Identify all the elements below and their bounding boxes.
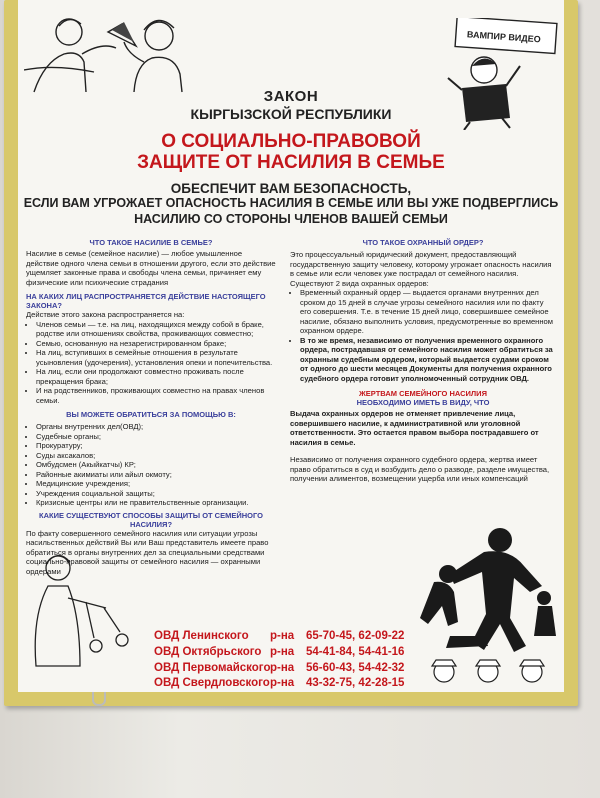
list-item: • Омбудсмен (Акыйкатчы) КР; — [36, 460, 276, 470]
contact-district: р-на — [270, 662, 295, 674]
paragraph-definition: Насилие в семье (семейное насилие) — любое умышленное действие одного члена семьи в отношении другого, если это действие ущемляет законные права и свободы члена семьи, причиняет ему физические или психические страдания — [26, 249, 276, 287]
cartoon-two-men-illustration — [24, 2, 194, 94]
paragraph-victims-rights: Выдача охранных ордеров не отменяет привлечение лица, совершившего насилие, к административной или уголовной ответственности. Это остается правом выбора пострадавшего от насилия в семье. — [290, 409, 539, 447]
contact-row — [154, 630, 404, 642]
contact-name: ОВД Первомайского — [154, 662, 271, 674]
paragraph-protective-order: Это процессуальный юридический документ, предоставляющий государственную защиту человеку, которому угрожает опасность насилия в семье или если человек уже пострадал от семейного насилия. — [290, 250, 552, 278]
order-types-list — [290, 288, 556, 383]
contact-phones: 54-41-84, 54-41-16 — [306, 646, 405, 658]
list-item: • Учреждения социальной защиты; — [36, 489, 276, 499]
list-item: • Органы внутренних дел(ОВД); — [36, 422, 276, 432]
covered-persons-list — [26, 320, 276, 406]
subtitle-line1: ОБЕСПЕЧИТ ВАМ БЕЗОПАСНОСТЬ, — [170, 181, 412, 196]
cartoon-sign-text: ВАМПИР ВИДЕО — [466, 29, 542, 45]
violence-silhouette-illustration — [414, 526, 564, 690]
paragraph-court-rights: Независимо от получения охранного судебного ордера, жертва имеет право обратиться в суд и возбудить дело о разводе, разделе имущества, получении алиментов, возмещении ущерба или иных компенсаций — [290, 455, 550, 483]
paragraph-order-types: Существуют 2 вида охранных ордеров: — [290, 278, 429, 288]
law-heading: ЗАКОН — [263, 88, 319, 105]
list-item: • В то же время, независимо от получения временного охранного ордера, пострадавшая от семейного насилия может обратиться за охранным судебным ордером, который выдается судами сроком от одного до шести месяцев Документы для получения охранного судебного ордера готовит уполномоченный сотрудник ОВД. — [300, 336, 556, 384]
contact-name: ОВД Ленинского — [154, 630, 249, 642]
list-item: • Семью, основанную на незарегистрированном браке; — [36, 339, 276, 349]
contact-row — [154, 646, 404, 658]
poster — [18, 0, 564, 692]
contact-phones: 43-32-75, 42-28-15 — [306, 677, 405, 689]
list-item: • Прокуратуру; — [36, 441, 276, 451]
section-heading-who-is-covered: НА КАКИХ ЛИЦ РАСПРОСТРАНЯЕТСЯ ДЕЙСТВИЕ НАСТОЯЩЕГО ЗАКОНА? — [26, 292, 266, 310]
section-heading-protective-order: ЧТО ТАКОЕ ОХРАННЫЙ ОРДЕР? — [362, 238, 484, 247]
contact-name: ОВД Свердловского — [154, 677, 270, 689]
section-heading-what-is-violence: ЧТО ТАКОЕ НАСИЛИЕ В СЕМЬЕ? — [89, 238, 213, 247]
contact-phones: 65-70-45, 62-09-22 — [306, 630, 405, 642]
list-item: • Медицинские учреждения; — [36, 479, 276, 489]
section-heading-victims-line1: ЖЕРТВАМ СЕМЕЙНОГО НАСИЛИЯ — [359, 389, 487, 398]
subtitle-line3: НАСИЛИЮ СО СТОРОНЫ ЧЛЕНОВ ВАШЕЙ СЕМЬИ — [134, 212, 448, 226]
republic-heading: КЫРГЫЗСКОЙ РЕСПУБЛИКИ — [190, 106, 392, 122]
list-item: • На лиц, вступивших в семейные отношения в результате усыновления (удочерения), установления опеки и попечительства. — [36, 348, 276, 367]
contact-name: ОВД Октябрьского — [154, 646, 262, 658]
right-column — [290, 238, 556, 484]
section-heading-victims-line2: НЕОБХОДИМО ИМЕТЬ В ВИДУ, ЧТО — [356, 398, 490, 407]
list-item: • Суды аксакалов; — [36, 451, 276, 461]
subtitle-line2: ЕСЛИ ВАМ УГРОЖАЕТ ОПАСНОСТЬ НАСИЛИЯ В СЕМЬЕ ИЛИ ВЫ УЖЕ ПОДВЕРГЛИСЬ — [23, 196, 559, 210]
contact-district: р-на — [270, 646, 295, 658]
list-item: • На лиц, если они продолжают совместно проживать после прекращения брака; — [36, 367, 276, 386]
list-item: • Судебные органы; — [36, 432, 276, 442]
contact-district: р-на — [270, 630, 295, 642]
contact-district: р-на — [270, 677, 295, 689]
contact-row — [154, 677, 404, 689]
section-heading-protection-methods: КАКИЕ СУЩЕСТВУЮТ СПОСОБЫ ЗАЩИТЫ ОТ СЕМЕЙНОГО НАСИЛИЯ? — [39, 510, 263, 529]
paragraph-covers: Действие этого закона распространяется на: — [26, 310, 185, 319]
list-item: • И на родственников, проживающих совместно на правах членов семьи. — [36, 386, 276, 405]
paragraph-protection-methods: По факту совершенного семейного насилия или ситуации угрозы насильственных действий Вы или Ваш представитель имеете право обратиться в органы внутренних дел за специальными средствами социально-правовой защиты от семейного насилия — охранными ордерами — [26, 528, 269, 576]
list-item: • Членов семьи — т.е. на лиц, находящихся между собой в браке, родстве или отношениях свойства, проживающих совместно; — [36, 320, 276, 339]
cartoon-woman-illustration — [24, 546, 144, 686]
list-item: • Кризисные центры или не правительственные организации. — [36, 498, 276, 508]
left-column — [26, 238, 276, 576]
law-title-line1: О СОЦИАЛЬНО-ПРАВОВОЙ — [161, 131, 421, 152]
contact-phones: 56-60-43, 54-42-32 — [306, 662, 405, 674]
list-item: • Временный охранный ордер — выдается органами внутренних дел сроком до 15 дней в случае угрозы семейного насилия или по факту его совершения. Т.е. в течение 15 дней лицо, совершившее семейное насилие, обязано выполнить условия, предусмотренные во временном охранном ордере. — [300, 288, 556, 336]
law-title-line2: ЗАЩИТЕ ОТ НАСИЛИЯ В СЕМЬЕ — [137, 152, 445, 173]
section-heading-where-to-get-help: ВЫ МОЖЕТЕ ОБРАТИТЬСЯ ЗА ПОМОЩЬЮ В: — [66, 410, 236, 419]
help-organizations-list — [26, 422, 276, 508]
contact-row — [154, 662, 404, 674]
list-item: • Районные акимиаты или айыл окмоту; — [36, 470, 276, 480]
